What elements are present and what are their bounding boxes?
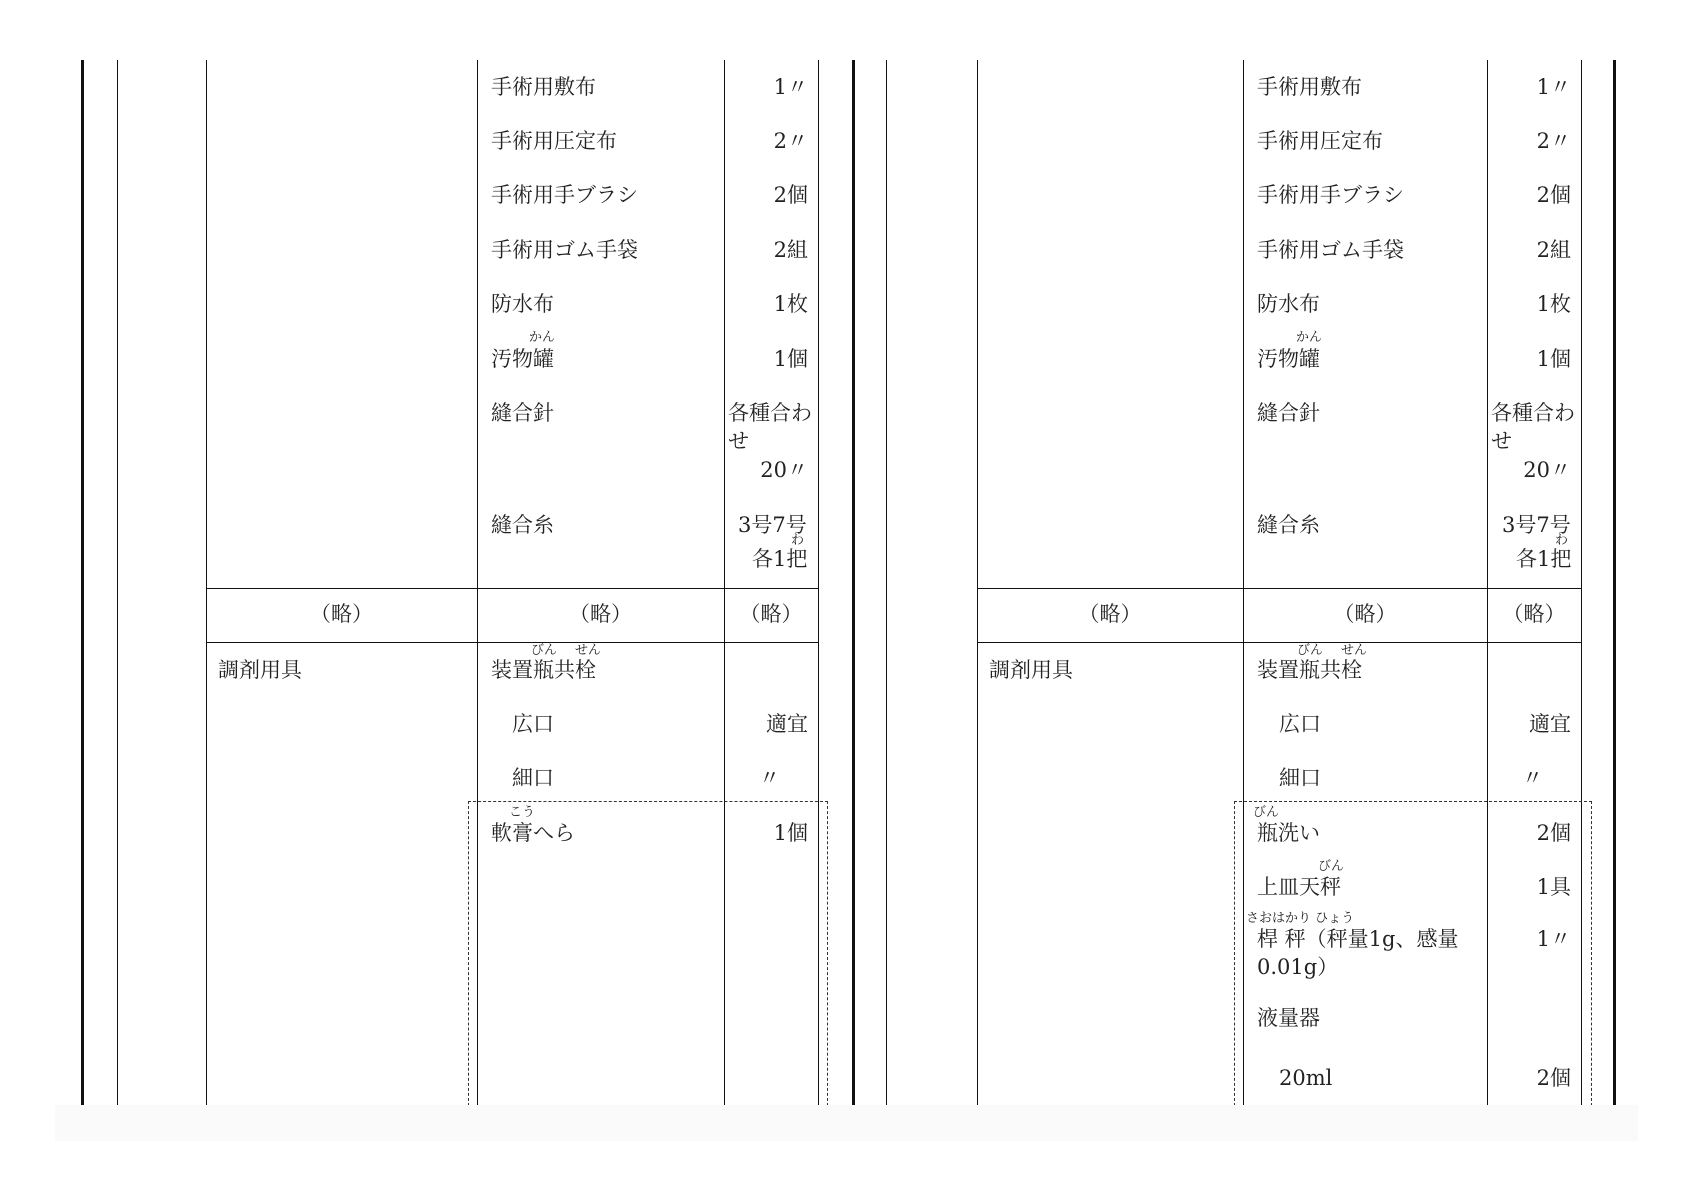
- page-bottom-band: [55, 1105, 1638, 1141]
- right-item-qty: 2組: [1536, 238, 1571, 262]
- right-lower-name: 0.01g）: [1257, 955, 1339, 979]
- right-item-ruby: かん: [1296, 330, 1323, 345]
- right-category: 調剤用具: [989, 658, 1073, 682]
- right-item-name: 手術用手ブラシ: [1257, 183, 1404, 207]
- right-row-divider-1: [977, 588, 1582, 589]
- left-lower-qty: 〃: [759, 766, 780, 790]
- left-dashed-box: [468, 801, 828, 1106]
- left-item-qty: 1枚: [773, 292, 808, 316]
- right-lower-ruby: せん: [1341, 643, 1368, 658]
- right-lower-name: 瓶洗い: [1257, 821, 1320, 845]
- left-abbrev-2: （略）: [569, 602, 632, 626]
- left-item-qty: 各1把: [752, 547, 808, 571]
- right-item-qty: 3号7号: [1502, 513, 1571, 537]
- right-lower-name: 液量器: [1257, 1006, 1320, 1030]
- right-lower-name: 装置瓶共栓: [1257, 658, 1362, 682]
- right-item-qty: 各種合わ: [1491, 401, 1575, 425]
- left-item-ruby: かん: [529, 330, 556, 345]
- left-item-qty: 1〃: [773, 75, 808, 99]
- right-item-qty: 1個: [1536, 347, 1571, 371]
- left-lower-name: 装置瓶共栓: [491, 658, 596, 682]
- right-lower-qty: 1〃: [1536, 927, 1571, 951]
- left-lower-ruby: びん: [531, 643, 558, 658]
- right-lower-qty: 適宜: [1529, 712, 1571, 736]
- left-item-qty: 2〃: [773, 129, 808, 153]
- right-item-name: 縫合針: [1257, 401, 1320, 425]
- right-item-name: 汚物罐: [1257, 347, 1320, 371]
- left-row-divider-1: [206, 588, 819, 589]
- right-item-name: 防水布: [1257, 292, 1320, 316]
- left-lower-name: 細口: [512, 766, 554, 790]
- left-item-name: 縫合糸: [491, 513, 554, 537]
- right-item-qty: 各1把: [1516, 547, 1572, 571]
- left-outer-border: [81, 60, 84, 1105]
- right-lower-qty: 2個: [1536, 1066, 1571, 1090]
- right-col-line-1: [977, 60, 978, 1105]
- right-item-qty: せ: [1491, 429, 1512, 453]
- left-abbrev-3: （略）: [739, 602, 803, 626]
- left-item-ruby: わ: [791, 533, 805, 548]
- right-lower-name: 桿 秤（秤量1g、感量: [1257, 927, 1459, 951]
- left-item-name: 手術用敷布: [491, 75, 596, 99]
- right-lower-ruby: びん: [1318, 859, 1345, 874]
- right-lower-ruby: さおはかり ひょう: [1246, 911, 1355, 926]
- right-row-divider-2: [977, 642, 1582, 643]
- right-lower-qty: 2個: [1536, 821, 1571, 845]
- right-outer-border: [1613, 60, 1616, 1105]
- left-item-qty: 3号7号: [738, 513, 807, 537]
- left-item-qty: 2組: [773, 238, 808, 262]
- left-item-name: 縫合針: [491, 401, 554, 425]
- right-abbrev-1: （略）: [1078, 602, 1142, 626]
- left-lower-qty: 1個: [773, 821, 808, 845]
- left-lower-ruby: こう: [509, 805, 536, 820]
- right-lower-name: 広口: [1279, 712, 1321, 736]
- left-category: 調剤用具: [218, 658, 302, 682]
- right-lower-name: 細口: [1279, 766, 1321, 790]
- right-lower-name: 上皿天秤: [1257, 875, 1341, 899]
- left-item-name: 手術用圧定布: [491, 129, 617, 153]
- left-item-qty: 20〃: [760, 458, 808, 482]
- left-abbrev-1: （略）: [310, 602, 373, 626]
- left-item-qty: 各種合わ: [728, 401, 812, 425]
- right-item-qty: 2個: [1536, 183, 1571, 207]
- left-lower-name: 軟膏へら: [491, 821, 575, 845]
- right-abbrev-2: （略）: [1333, 602, 1397, 626]
- left-item-name: 手術用手ブラシ: [491, 183, 638, 207]
- right-lower-ruby: びん: [1297, 643, 1324, 658]
- right-item-qty: 1〃: [1536, 75, 1571, 99]
- left-item-name: 手術用ゴム手袋: [491, 238, 638, 262]
- right-item-qty: 2〃: [1536, 129, 1571, 153]
- left-row-divider-2: [206, 642, 819, 643]
- left-lower-qty: 適宜: [766, 712, 808, 736]
- right-item-ruby: わ: [1555, 533, 1569, 548]
- left-item-qty: 2個: [773, 183, 808, 207]
- right-lower-qty: 1具: [1536, 875, 1571, 899]
- right-item-qty: 20〃: [1523, 458, 1571, 482]
- left-col-line-1: [117, 60, 118, 1105]
- right-lower-name: 20ml: [1279, 1066, 1333, 1090]
- right-item-name: 手術用ゴム手袋: [1257, 238, 1404, 262]
- left-item-name: 汚物罐: [491, 347, 554, 371]
- left-lower-name: 広口: [512, 712, 554, 736]
- right-inner-border: [886, 60, 887, 1105]
- left-lower-ruby: せん: [575, 643, 602, 658]
- left-col-line-2: [206, 60, 207, 1105]
- right-item-qty: 1枚: [1536, 292, 1571, 316]
- right-item-name: 縫合糸: [1257, 513, 1320, 537]
- right-lower-ruby: びん: [1253, 805, 1280, 820]
- right-item-name: 手術用敷布: [1257, 75, 1362, 99]
- left-inner-border: [852, 60, 855, 1105]
- right-dashed-box: [1234, 801, 1592, 1106]
- left-item-qty: せ: [728, 429, 749, 453]
- left-item-name: 防水布: [491, 292, 554, 316]
- right-abbrev-3: （略）: [1502, 602, 1566, 626]
- left-item-qty: 1個: [773, 347, 808, 371]
- right-item-name: 手術用圧定布: [1257, 129, 1383, 153]
- right-lower-qty: 〃: [1522, 766, 1543, 790]
